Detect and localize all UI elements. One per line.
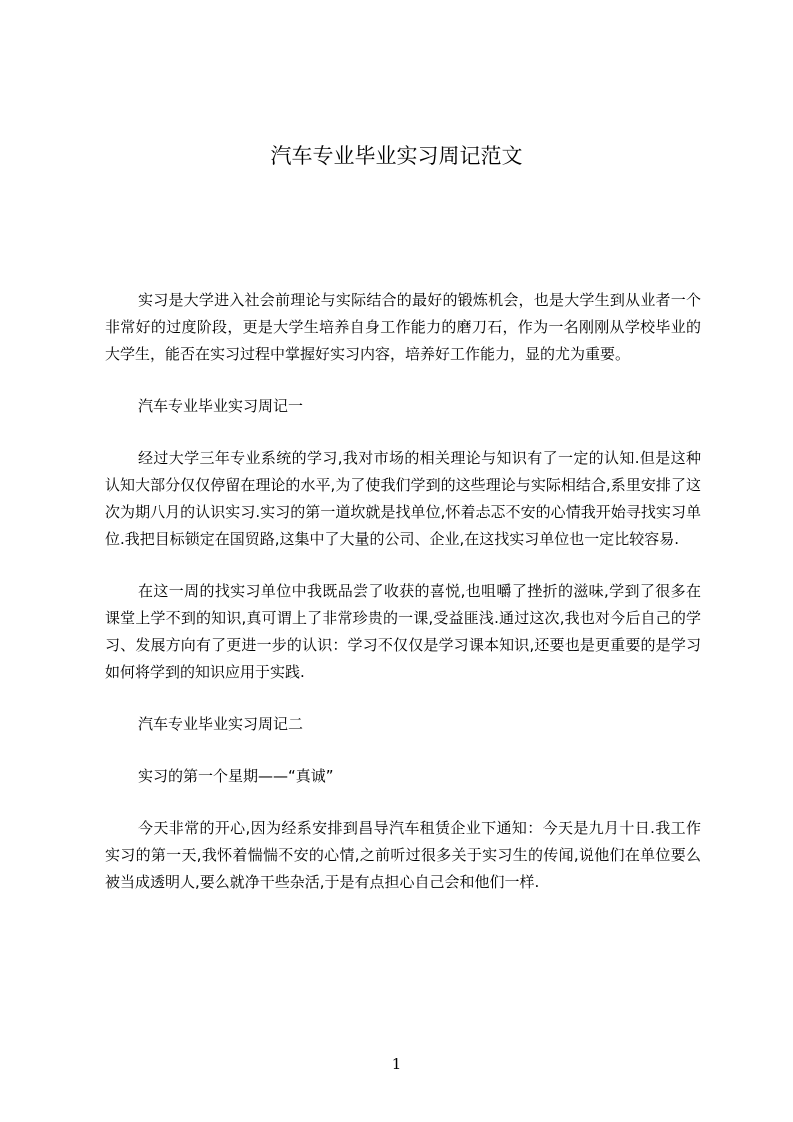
week1-paragraph-1: 经过大学三年专业系统的学习,我对市场的相关理论与知识有了一定的认知.但是这种认知大部分仅仅停留在理论的水平,为了使我们学到的这些理论与实际相结合,系里安排了这次为期八月的认识实习.实习的第一道坎就是找单位,怀着忐忑不安的心情我开始寻找实习单位.我把目标锁定在国贸路,这集中了大量的公司、企业,在这找实习单位也一定比较容易. — [105, 449, 701, 548]
document-title: 汽车专业毕业实习周记范文 — [270, 144, 523, 168]
week2-paragraph-1: 今天非常的开心,因为经系安排到昌导汽车租赁企业下通知：今天是九月十日.我工作实习的第一天,我怀着惴惴不安的心情,之前听过很多关于实习生的传闻,说他们在单位要么被当成透明人,要么就净干些杂活,于是有点担心自己会和他们一样. — [105, 819, 701, 891]
spacer — [105, 420, 701, 445]
spacer — [105, 738, 701, 763]
page-number: 1 — [391, 1055, 402, 1073]
week2-heading: 汽车专业毕业实习周记二 — [138, 715, 304, 733]
week1-heading: 汽车专业毕业实习周记一 — [138, 397, 304, 415]
week1-paragraph-2: 在这一周的找实习单位中我既品尝了收获的喜悦,也咀嚼了挫折的滋味,学到了很多在课堂上学不到的知识,真可谓上了非常珍贵的一课,受益匪浅.通过这次,我也对今后自己的学习、发展方向有了更进一步的认识：学习不仅仅是学习课本知识,还要也是更重要的是学习如何将学到的知识应用于实践. — [105, 582, 701, 681]
spacer — [105, 553, 701, 578]
spacer — [105, 790, 701, 815]
spacer — [105, 368, 701, 393]
week2-subheading: 实习的第一个星期——“真诚” — [138, 767, 334, 785]
spacer — [105, 686, 701, 711]
intro-paragraph: 实习是大学进入社会前理论与实际结合的最好的锻炼机会，也是大学生到从业者一个非常好的过度阶段，更是大学生培养自身工作能力的磨刀石，作为一名刚刚从学校毕业的大学生，能否在实习过程中掌握好实习内容，培养好工作能力，显的尤为重要。 — [105, 291, 701, 363]
document-body — [105, 287, 701, 896]
